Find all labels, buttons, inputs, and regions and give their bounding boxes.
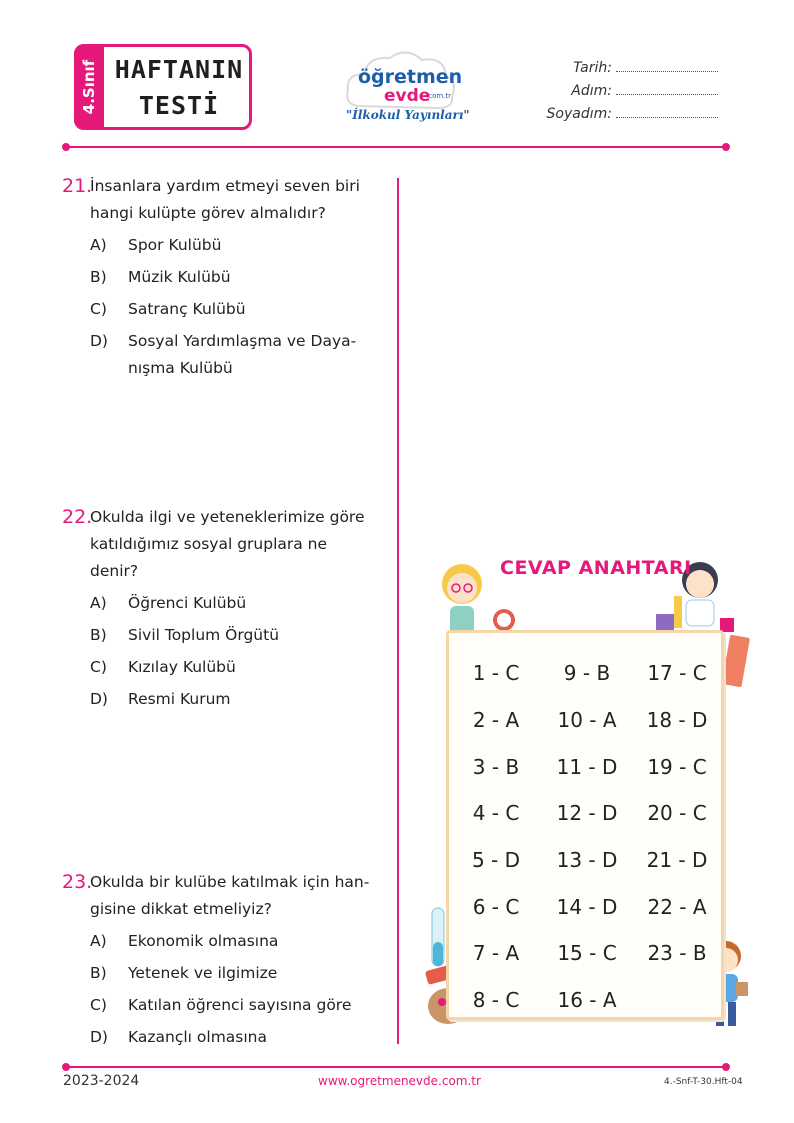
question-stem — [90, 504, 372, 585]
option-text: Kazançlı olmasına — [128, 1028, 268, 1046]
option-text: Kızılay Kulübü — [128, 658, 236, 676]
title-line-1: HAFTANIN — [114, 55, 244, 84]
option-letter: D) — [90, 690, 108, 708]
book-icon — [724, 632, 752, 692]
question-number: 22. — [62, 506, 93, 528]
alarm-clock-icon — [484, 604, 524, 632]
option-text: nışma Kulübü — [128, 359, 233, 377]
stem-line: hangi kulüpte görev almalıdır? — [90, 204, 326, 222]
option-letter: A) — [90, 932, 107, 950]
question-23 — [62, 869, 372, 1051]
answer-key-board — [446, 630, 724, 1020]
answer-key-entry: 4 - C — [472, 801, 520, 825]
option-letter: C) — [90, 300, 107, 318]
answer-key-entry: 22 - A — [647, 895, 707, 919]
answer-key-entry: 21 - D — [646, 848, 708, 872]
option-letter: D) — [90, 1028, 108, 1046]
option-text: Müzik Kulübü — [128, 268, 231, 286]
option-d — [90, 328, 372, 382]
option-letter: B) — [90, 268, 107, 286]
option-c — [90, 654, 372, 681]
answer-key-entry: 8 - C — [472, 988, 520, 1012]
question-number: 23. — [62, 871, 93, 893]
option-text: Ekonomik olmasına — [128, 932, 279, 950]
option-letter: A) — [90, 594, 107, 612]
answer-key-entry: 12 - D — [556, 801, 618, 825]
question-22 — [62, 504, 372, 713]
option-d — [90, 686, 372, 713]
option-text: Sosyal Yardımlaşma ve Daya- — [128, 332, 357, 350]
answer-key-entry: 11 - D — [556, 755, 618, 779]
name-label: Adım: — [571, 83, 612, 99]
option-text: Öğrenci Kulübü — [128, 594, 247, 612]
answer-key-entry: 1 - C — [472, 661, 520, 685]
school-year: 2023-2024 — [63, 1073, 140, 1089]
answer-key-entry: 17 - C — [647, 661, 707, 685]
option-text: Spor Kulübü — [128, 236, 222, 254]
option-c — [90, 296, 372, 323]
option-text: Katılan öğrenci sayısına göre — [128, 996, 352, 1014]
website-link[interactable]: www.ogretmenevde.com.tr — [318, 1074, 481, 1088]
surname-label: Soyadım: — [546, 106, 612, 122]
option-letter: C) — [90, 996, 107, 1014]
answer-key-title: CEVAP ANAHTARI — [500, 557, 692, 579]
question-number: 21. — [62, 175, 93, 197]
logo-tagline: "İlkokul Yayınları" — [346, 108, 470, 122]
option-b — [90, 264, 372, 291]
footer-divider — [66, 1066, 726, 1068]
option-b — [90, 622, 372, 649]
question-21 — [62, 173, 372, 382]
grade-tab — [74, 44, 104, 130]
answer-key-entry: 20 - C — [647, 801, 707, 825]
option-text: Sivil Toplum Örgütü — [128, 626, 280, 644]
answer-key-entry: 23 - B — [647, 941, 707, 965]
test-title-badge — [74, 44, 252, 130]
option-text: Satranç Kulübü — [128, 300, 246, 318]
option-letter: C) — [90, 658, 107, 676]
logo-brand-part-2: evde — [384, 86, 431, 106]
date-label: Tarih: — [573, 60, 612, 76]
option-d — [90, 1024, 372, 1051]
answer-key-entry: 6 - C — [472, 895, 520, 919]
answer-key-entry: 19 - C — [647, 755, 707, 779]
stem-line: Okulda bir kulübe katılmak için han- — [90, 873, 370, 891]
logo-brand-part-1: öğretmen — [358, 66, 463, 88]
option-a — [90, 928, 372, 955]
answer-key-entry: 14 - D — [556, 895, 618, 919]
stem-line: gisine dikkat etmeliyiz? — [90, 900, 272, 918]
stem-line: İnsanlara yardım etmeyi seven biri — [90, 177, 360, 195]
answer-key-entry: 7 - A — [472, 941, 520, 965]
answer-key-entry: 10 - A — [557, 708, 617, 732]
option-a — [90, 590, 372, 617]
publisher-logo — [340, 44, 470, 134]
document-code: 4.-Snf-T-30.Hft-04 — [664, 1077, 743, 1087]
stem-line: Okulda ilgi ve yeteneklerimize göre — [90, 508, 365, 526]
option-letter: B) — [90, 626, 107, 644]
answer-key-entry: 2 - A — [472, 708, 520, 732]
option-text: Resmi Kurum — [128, 690, 231, 708]
title-line-2: TESTİ — [138, 91, 220, 120]
option-text: Yetenek ve ilgimize — [128, 964, 278, 982]
answer-key-entry: 16 - A — [557, 988, 617, 1012]
column-divider — [397, 178, 399, 1044]
logo-domain: .com.tr — [426, 92, 452, 100]
header-divider — [66, 146, 726, 148]
option-letter: B) — [90, 964, 107, 982]
stem-line: katıldığımız sosyal gruplara ne — [90, 535, 328, 553]
name-field — [571, 83, 718, 99]
answer-key-entry: 3 - B — [472, 755, 520, 779]
date-blank — [616, 61, 718, 72]
surname-blank — [616, 107, 718, 118]
surname-field — [547, 106, 718, 122]
option-letter: D) — [90, 332, 108, 350]
stem-line: denir? — [90, 562, 139, 580]
answer-key-entry: 9 - B — [563, 661, 611, 685]
answer-key-entry: 15 - C — [557, 941, 617, 965]
option-letter: A) — [90, 236, 107, 254]
answer-key-entry: 5 - D — [471, 848, 521, 872]
answer-key-entry: 13 - D — [556, 848, 618, 872]
question-stem — [90, 869, 372, 923]
grade-label: 4.Sınıf — [80, 59, 98, 115]
option-a — [90, 232, 372, 259]
answer-key-entry: 18 - D — [646, 708, 708, 732]
option-c — [90, 992, 372, 1019]
option-b — [90, 960, 372, 987]
name-blank — [616, 84, 718, 95]
question-stem — [90, 173, 372, 227]
date-field — [573, 60, 718, 76]
